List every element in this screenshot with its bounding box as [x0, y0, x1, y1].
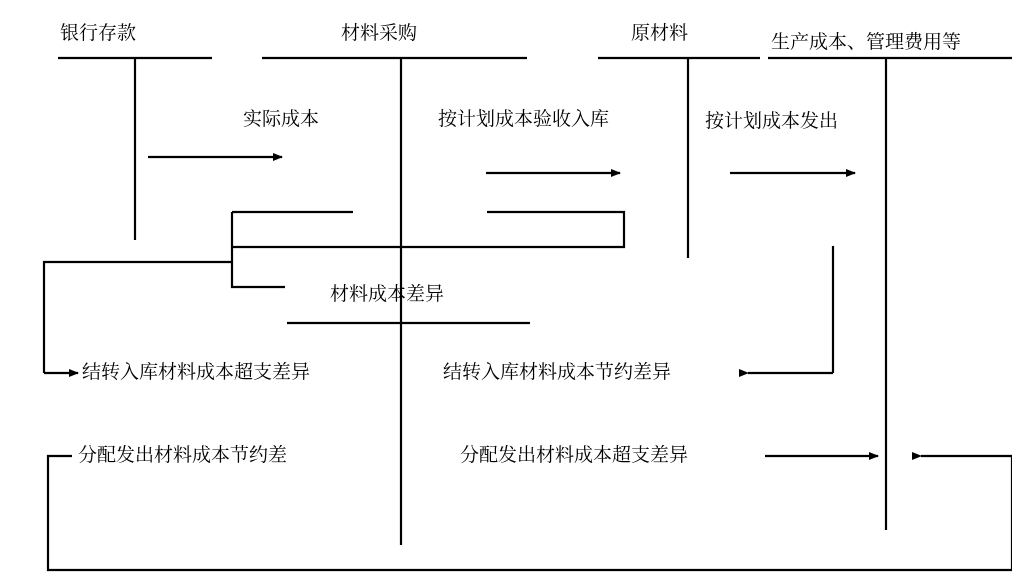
flow-label-planned-cost-issue: 按计划成本发出: [705, 110, 839, 132]
arrow-carryforward-overspend: [44, 262, 232, 373]
account-title-raw-material: 原材料: [631, 22, 689, 44]
connector-purchase-to-variance-credit: [232, 212, 624, 247]
account-title-material-cost-variance: 材料成本差异: [330, 283, 445, 305]
flow-label-allocate-issue-overspend: 分配发出材料成本超支差异: [460, 444, 689, 466]
arrow-allocate-issue-saving: [48, 456, 1012, 570]
flow-label-planned-cost-receipt: 按计划成本验收入库: [438, 108, 610, 130]
t-account-bank-deposit: [58, 58, 212, 240]
flow-label-carryforward-saving: 结转入库材料成本节约差异: [443, 361, 672, 383]
t-account-raw-material: [598, 58, 760, 258]
flow-label-allocate-issue-saving: 分配发出材料成本节约差: [78, 444, 288, 466]
arrow-carryforward-saving: [748, 246, 833, 373]
account-title-bank-deposit: 银行存款: [60, 22, 137, 44]
account-title-material-purchase: 材料采购: [341, 22, 418, 44]
connector-purchase-to-variance-debit: [232, 212, 353, 287]
flow-label-carryforward-overspend: 结转入库材料成本超支差异: [82, 361, 311, 383]
flow-label-actual-cost: 实际成本: [243, 108, 320, 130]
account-title-production-cost: 生产成本、管理费用等: [771, 31, 962, 53]
